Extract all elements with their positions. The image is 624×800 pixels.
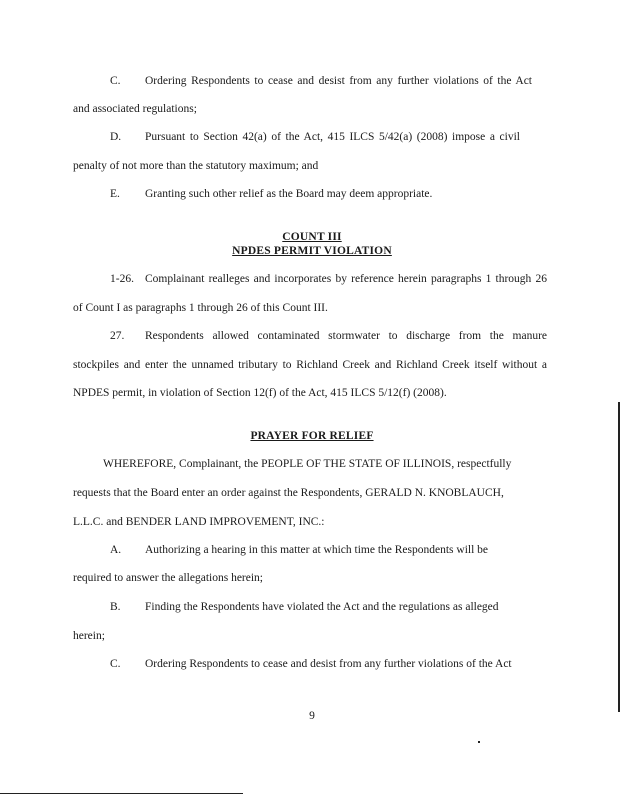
item-d-line1: Pursuant to Section 42(a) of the Act, 415 ILCS 5/42(a) (2008) impose a civil <box>145 131 520 143</box>
prayer-item-a-letter: A. <box>110 544 122 556</box>
para-27-number: 27. <box>110 330 125 342</box>
count-subheading: NPDES PERMIT VIOLATION <box>232 245 392 257</box>
prayer-item-b-line1: Finding the Respondents have violated the Act and the regulations as alleged <box>145 601 499 613</box>
item-d-letter: D. <box>110 131 122 143</box>
para-1-26-number: 1-26. <box>110 273 134 285</box>
prayer-item-a-line2: required to answer the allegations herein; <box>73 572 263 584</box>
item-c-line2: and associated regulations; <box>73 103 197 115</box>
para-1-26-line2: of Count I as paragraphs 1 through 26 of this Count III. <box>73 302 328 314</box>
scan-speck <box>478 741 480 743</box>
para-1-26-line1: Complainant realleges and incorporates by reference herein paragraphs 1 through 26 <box>145 273 547 285</box>
item-c-line1: Ordering Respondents to cease and desist from any further violations of the Act <box>145 75 532 87</box>
prayer-line3: L.L.C. and BENDER LAND IMPROVEMENT, INC.: <box>73 516 325 528</box>
prayer-line2: requests that the Board enter an order against the Respondents, GERALD N. KNOBLAUCH, <box>73 487 504 499</box>
prayer-item-a-line1: Authorizing a hearing in this matter at which time the Respondents will be <box>145 544 489 556</box>
scan-bottom-line <box>0 793 243 794</box>
item-e-line1: Granting such other relief as the Board may deem appropriate. <box>145 188 433 200</box>
count-heading: COUNT III <box>282 231 342 243</box>
item-d-line2: penalty of not more than the statutory maximum; and <box>73 160 319 172</box>
page-number: 9 <box>309 710 315 722</box>
para-27-line1: Respondents allowed contaminated stormwater to discharge from the manure <box>145 330 547 342</box>
scan-edge-line <box>618 402 620 712</box>
prayer-line1: WHEREFORE, Complainant, the PEOPLE OF THE STATE OF ILLINOIS, respectfully <box>103 458 512 470</box>
prayer-item-c-letter: C. <box>110 658 121 670</box>
prayer-heading: PRAYER FOR RELIEF <box>250 430 374 442</box>
prayer-item-b-letter: B. <box>110 601 121 613</box>
para-27-line2: stockpiles and enter the unnamed tributary to Richland Creek and Richland Creek itself without a <box>73 359 547 371</box>
item-c-letter: C. <box>110 75 121 87</box>
prayer-item-b-line2: herein; <box>73 630 105 642</box>
item-e-letter: E. <box>110 188 120 200</box>
para-27-line3: NPDES permit, in violation of Section 12(f) of the Act, 415 ILCS 5/12(f) (2008). <box>73 387 447 399</box>
prayer-item-c-line1: Ordering Respondents to cease and desist from any further violations of the Act <box>145 658 512 670</box>
